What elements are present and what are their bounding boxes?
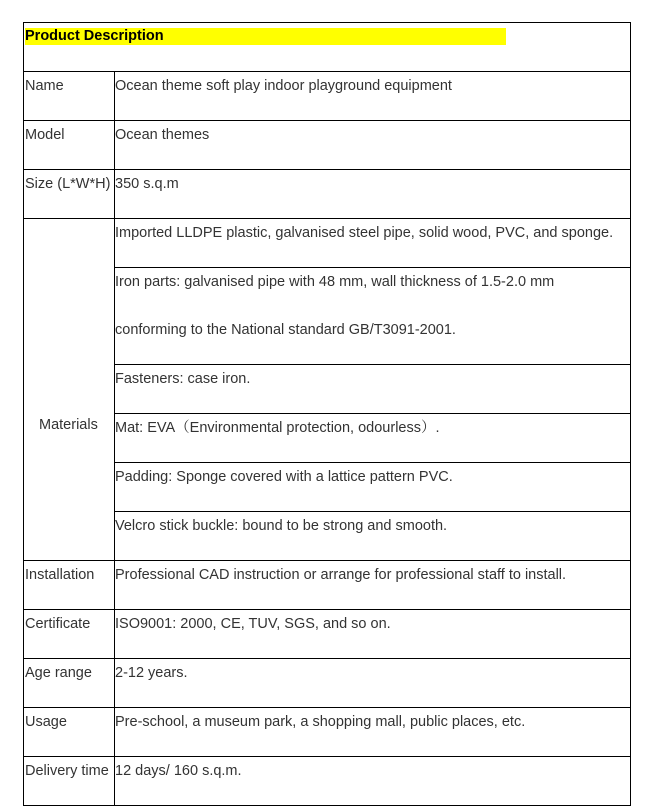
value-materials-1: Imported LLDPE plastic, galvanised steel pipe, solid wood, PVC, and sponge.: [115, 225, 614, 241]
value-installation: Professional CAD instruction or arrange for professional staff to install.: [115, 567, 567, 583]
label-delivery-time: Delivery time: [25, 763, 109, 779]
row-divider: [114, 364, 631, 365]
value-materials-3: conforming to the National standard GB/T3091-2001.: [115, 322, 456, 338]
row-divider: [114, 267, 631, 268]
row-divider: [114, 462, 631, 463]
label-usage: Usage: [25, 714, 67, 730]
value-certificate: ISO9001: 2000, CE, TUV, SGS, and so on.: [115, 616, 391, 632]
value-age-range: 2-12 years.: [115, 665, 188, 681]
value-model: Ocean themes: [115, 127, 210, 143]
value-delivery-time: 12 days/ 160 s.q.m.: [115, 763, 242, 779]
value-materials-5: Mat: EVA（Environmental protection, odourless）.: [115, 420, 440, 436]
row-divider: [114, 413, 631, 414]
value-usage: Pre-school, a museum park, a shopping mall, public places, etc.: [115, 714, 526, 730]
row-divider: [114, 511, 631, 512]
value-materials-7: Velcro stick buckle: bound to be strong and smooth.: [115, 518, 448, 534]
value-name: Ocean theme soft play indoor playground equipment: [115, 78, 452, 94]
value-materials-2: Iron parts: galvanised pipe with 48 mm, wall thickness of 1.5-2.0 mm: [115, 274, 555, 290]
label-certificate: Certificate: [25, 616, 91, 632]
label-materials: Materials: [39, 417, 98, 433]
table-title: Product Description: [25, 28, 164, 44]
label-model: Model: [25, 127, 65, 143]
value-materials-6: Padding: Sponge covered with a lattice pattern PVC.: [115, 469, 453, 485]
label-size: Size (L*W*H): [25, 176, 111, 192]
label-installation: Installation: [25, 567, 95, 583]
value-size: 350 s.q.m: [115, 176, 179, 192]
label-name: Name: [25, 78, 64, 94]
value-materials-4: Fasteners: case iron.: [115, 371, 251, 387]
label-age-range: Age range: [25, 665, 92, 681]
